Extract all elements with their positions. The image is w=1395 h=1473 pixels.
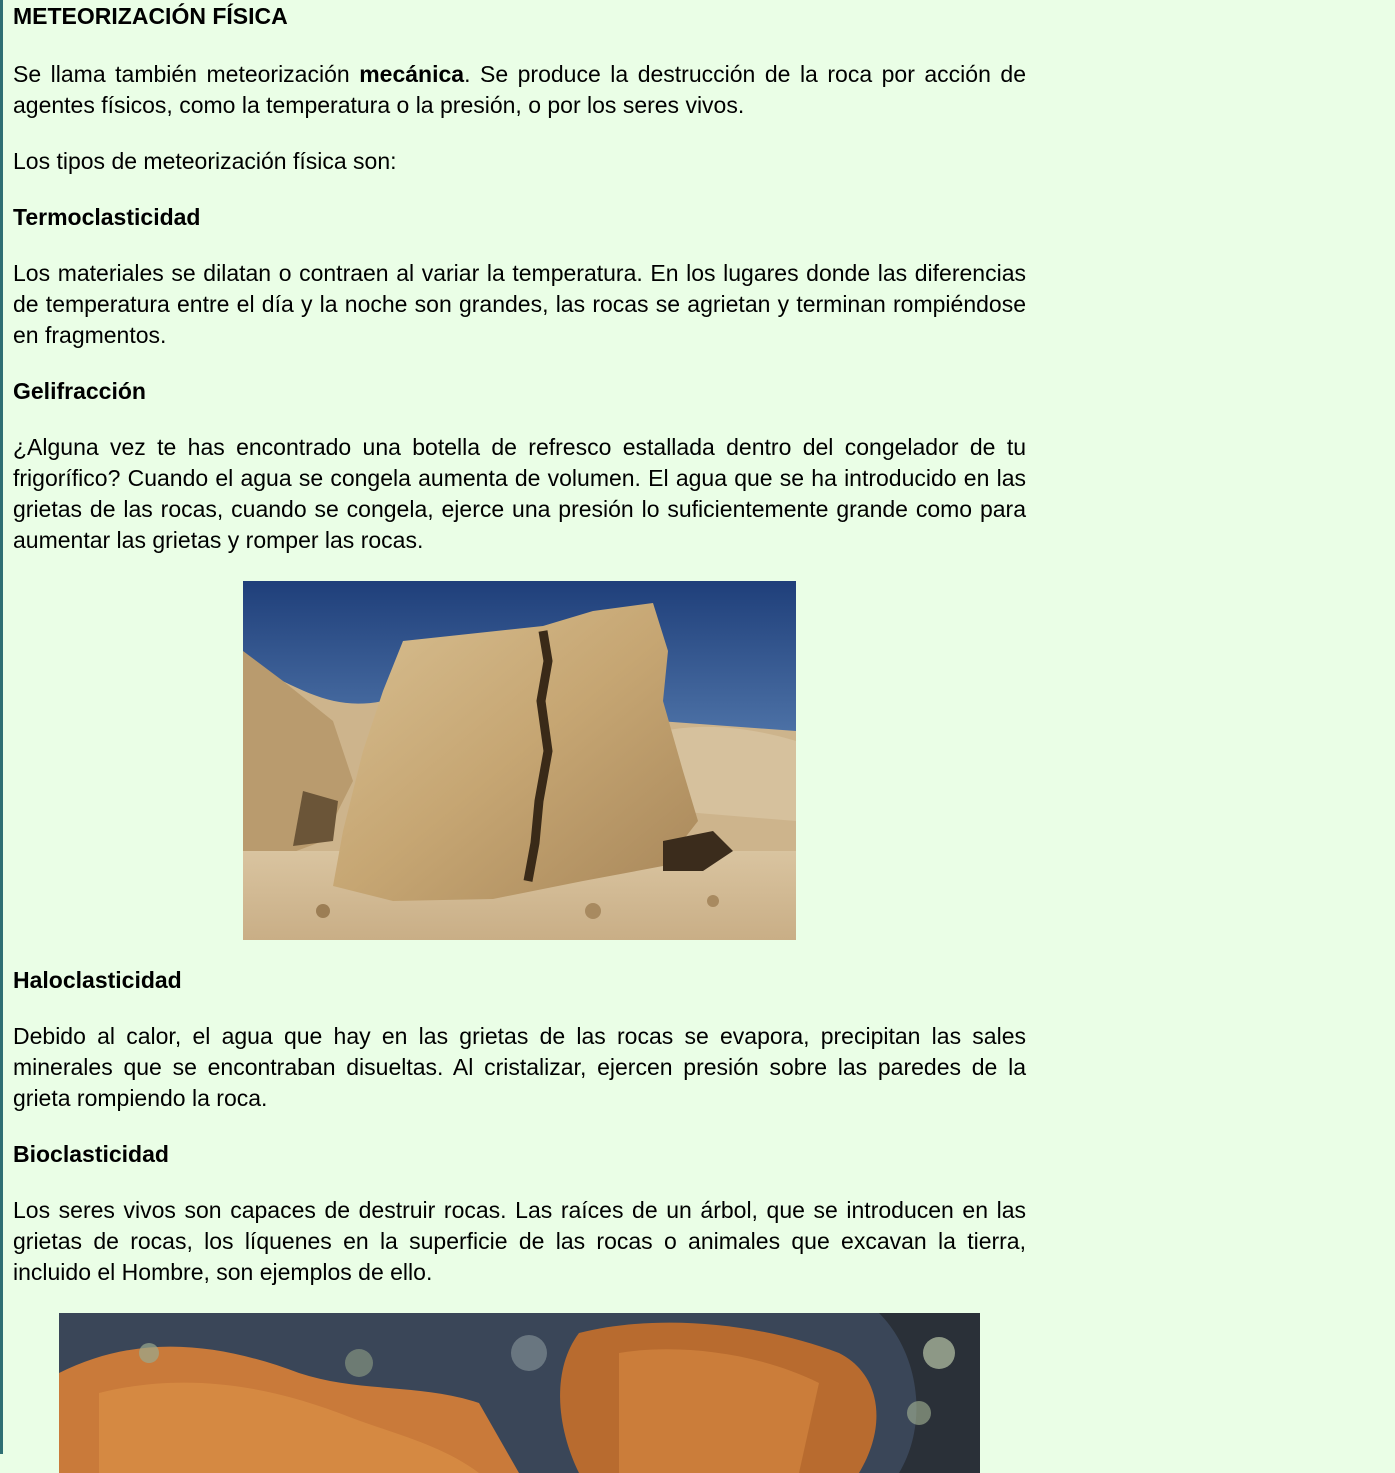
text-bioclasticidad: Los seres vivos son capaces de destruir rocas. Las raíces de un árbol, que se introducen en las grietas de rocas, los líquenes en la superficie de las rocas o animales que excavan la tierra, incluido el Hombre, son ejemplos de ello.	[13, 1197, 1026, 1285]
types-intro: Los tipos de meteorización física son:	[13, 148, 397, 174]
text-haloclasticidad: Debido al calor, el agua que hay en las grietas de las rocas se evapora, precipitan las sales minerales que se encontraban disueltas. Al cristalizar, ejercen presión sobre las paredes de la grieta rompiendo la roca.	[13, 1023, 1026, 1111]
lichen-rock-photo	[59, 1313, 980, 1473]
intro-paragraph	[13, 59, 1026, 121]
page-title: METEORIZACIÓN FÍSICA	[13, 3, 288, 29]
heading-termoclasticidad: Termoclasticidad	[13, 204, 201, 230]
heading-haloclasticidad: Haloclasticidad	[13, 967, 182, 993]
intro-text-after: . Se produce la destrucción de la roca por acción de agentes físicos, como la temperatura o la presión, o por los seres vivos.	[13, 61, 1026, 118]
heading-bioclasticidad: Bioclasticidad	[13, 1141, 169, 1167]
article	[13, 0, 1026, 1473]
heading-gelifraccion: Gelifracción	[13, 378, 146, 404]
text-gelifraccion: ¿Alguna vez te has encontrado una botella de refresco estallada dentro del congelador de tu frigorífico? Cuando el agua se congela aumenta de volumen. El agua que se ha introducido en las grietas de las rocas, cuando se congela, ejerce una presión lo suficientemente grande como para aumentar las grietas y romper las rocas.	[13, 434, 1026, 553]
intro-text-before: Se llama también meteorización	[13, 61, 360, 87]
cracked-rock-photo	[243, 581, 796, 940]
text-termoclasticidad: Los materiales se dilatan o contraen al variar la temperatura. En los lugares donde las diferencias de temperatura entre el día y la noche son grandes, las rocas se agrietan y terminan rompiéndose en fragmentos.	[13, 260, 1026, 348]
intro-bold-term: mecánica	[359, 61, 465, 87]
